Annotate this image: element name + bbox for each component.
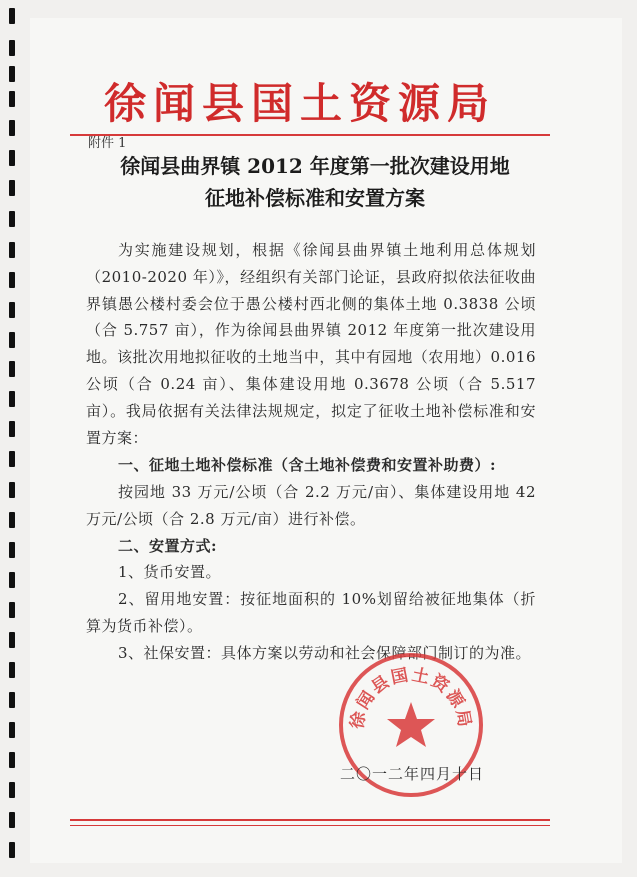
section-1-body: 按园地 33 万元/公顷（合 2.2 万元/亩）、集体建设用地 42 万元/公顷（合 2.8 万元/亩）进行补偿。 bbox=[86, 483, 536, 528]
item-2: 2、留用地安置：按征地面积的 10%划留给被征地集体（折算为货币补偿）。 bbox=[86, 590, 536, 635]
title-line-2: 征地补偿标准和安置方案 bbox=[205, 186, 425, 210]
org-name-header: 徐闻县国土资源局 bbox=[103, 79, 496, 128]
item-1: 1、货币安置。 bbox=[118, 563, 222, 581]
intro-paragraph: 为实施建设规划，根据《徐闻县曲界镇土地利用总体规划（2010-2020 年）》，经组织有关部门论证，县政府拟依法征收曲界镇愚公楼村委会位于愚公楼村西北侧的集体土地 0.3838 公顷（合 5.757 亩），作为徐闻县曲界镇 2012 年度第一批次建设用地。该批次用地拟征收的土地当中，其中有园地（农用地）0.016 公顷（合 0.24 亩）、集体建设用地 0.3678 公顷（合 5.517 亩）。我局依据有关法律法规规定，拟定了征收土地补偿标准和安置方案： bbox=[86, 241, 536, 447]
attachment-label: 附件 1 bbox=[88, 136, 127, 151]
document-date: 二〇一二年四月十日 bbox=[340, 765, 485, 783]
document-title bbox=[80, 150, 550, 214]
seal-text: 徐闻县国土资源局 bbox=[347, 665, 475, 731]
binding-holes bbox=[9, 0, 21, 877]
section-2-heading: 二、安置方式: bbox=[118, 537, 218, 555]
title-line-1: 徐闻县曲界镇 2012 年度第一批次建设用地 bbox=[120, 154, 510, 178]
header-rule bbox=[70, 134, 550, 136]
footer-rule-top bbox=[70, 819, 550, 821]
seal-star-icon bbox=[387, 702, 435, 747]
section-1-heading: 一、征地土地补偿标准（含土地补偿费和安置补助费）: bbox=[118, 456, 497, 474]
footer-rule-bottom bbox=[70, 825, 550, 826]
item-3: 3、社保安置：具体方案以劳动和社会保障部门制订的为准。 bbox=[118, 644, 532, 662]
